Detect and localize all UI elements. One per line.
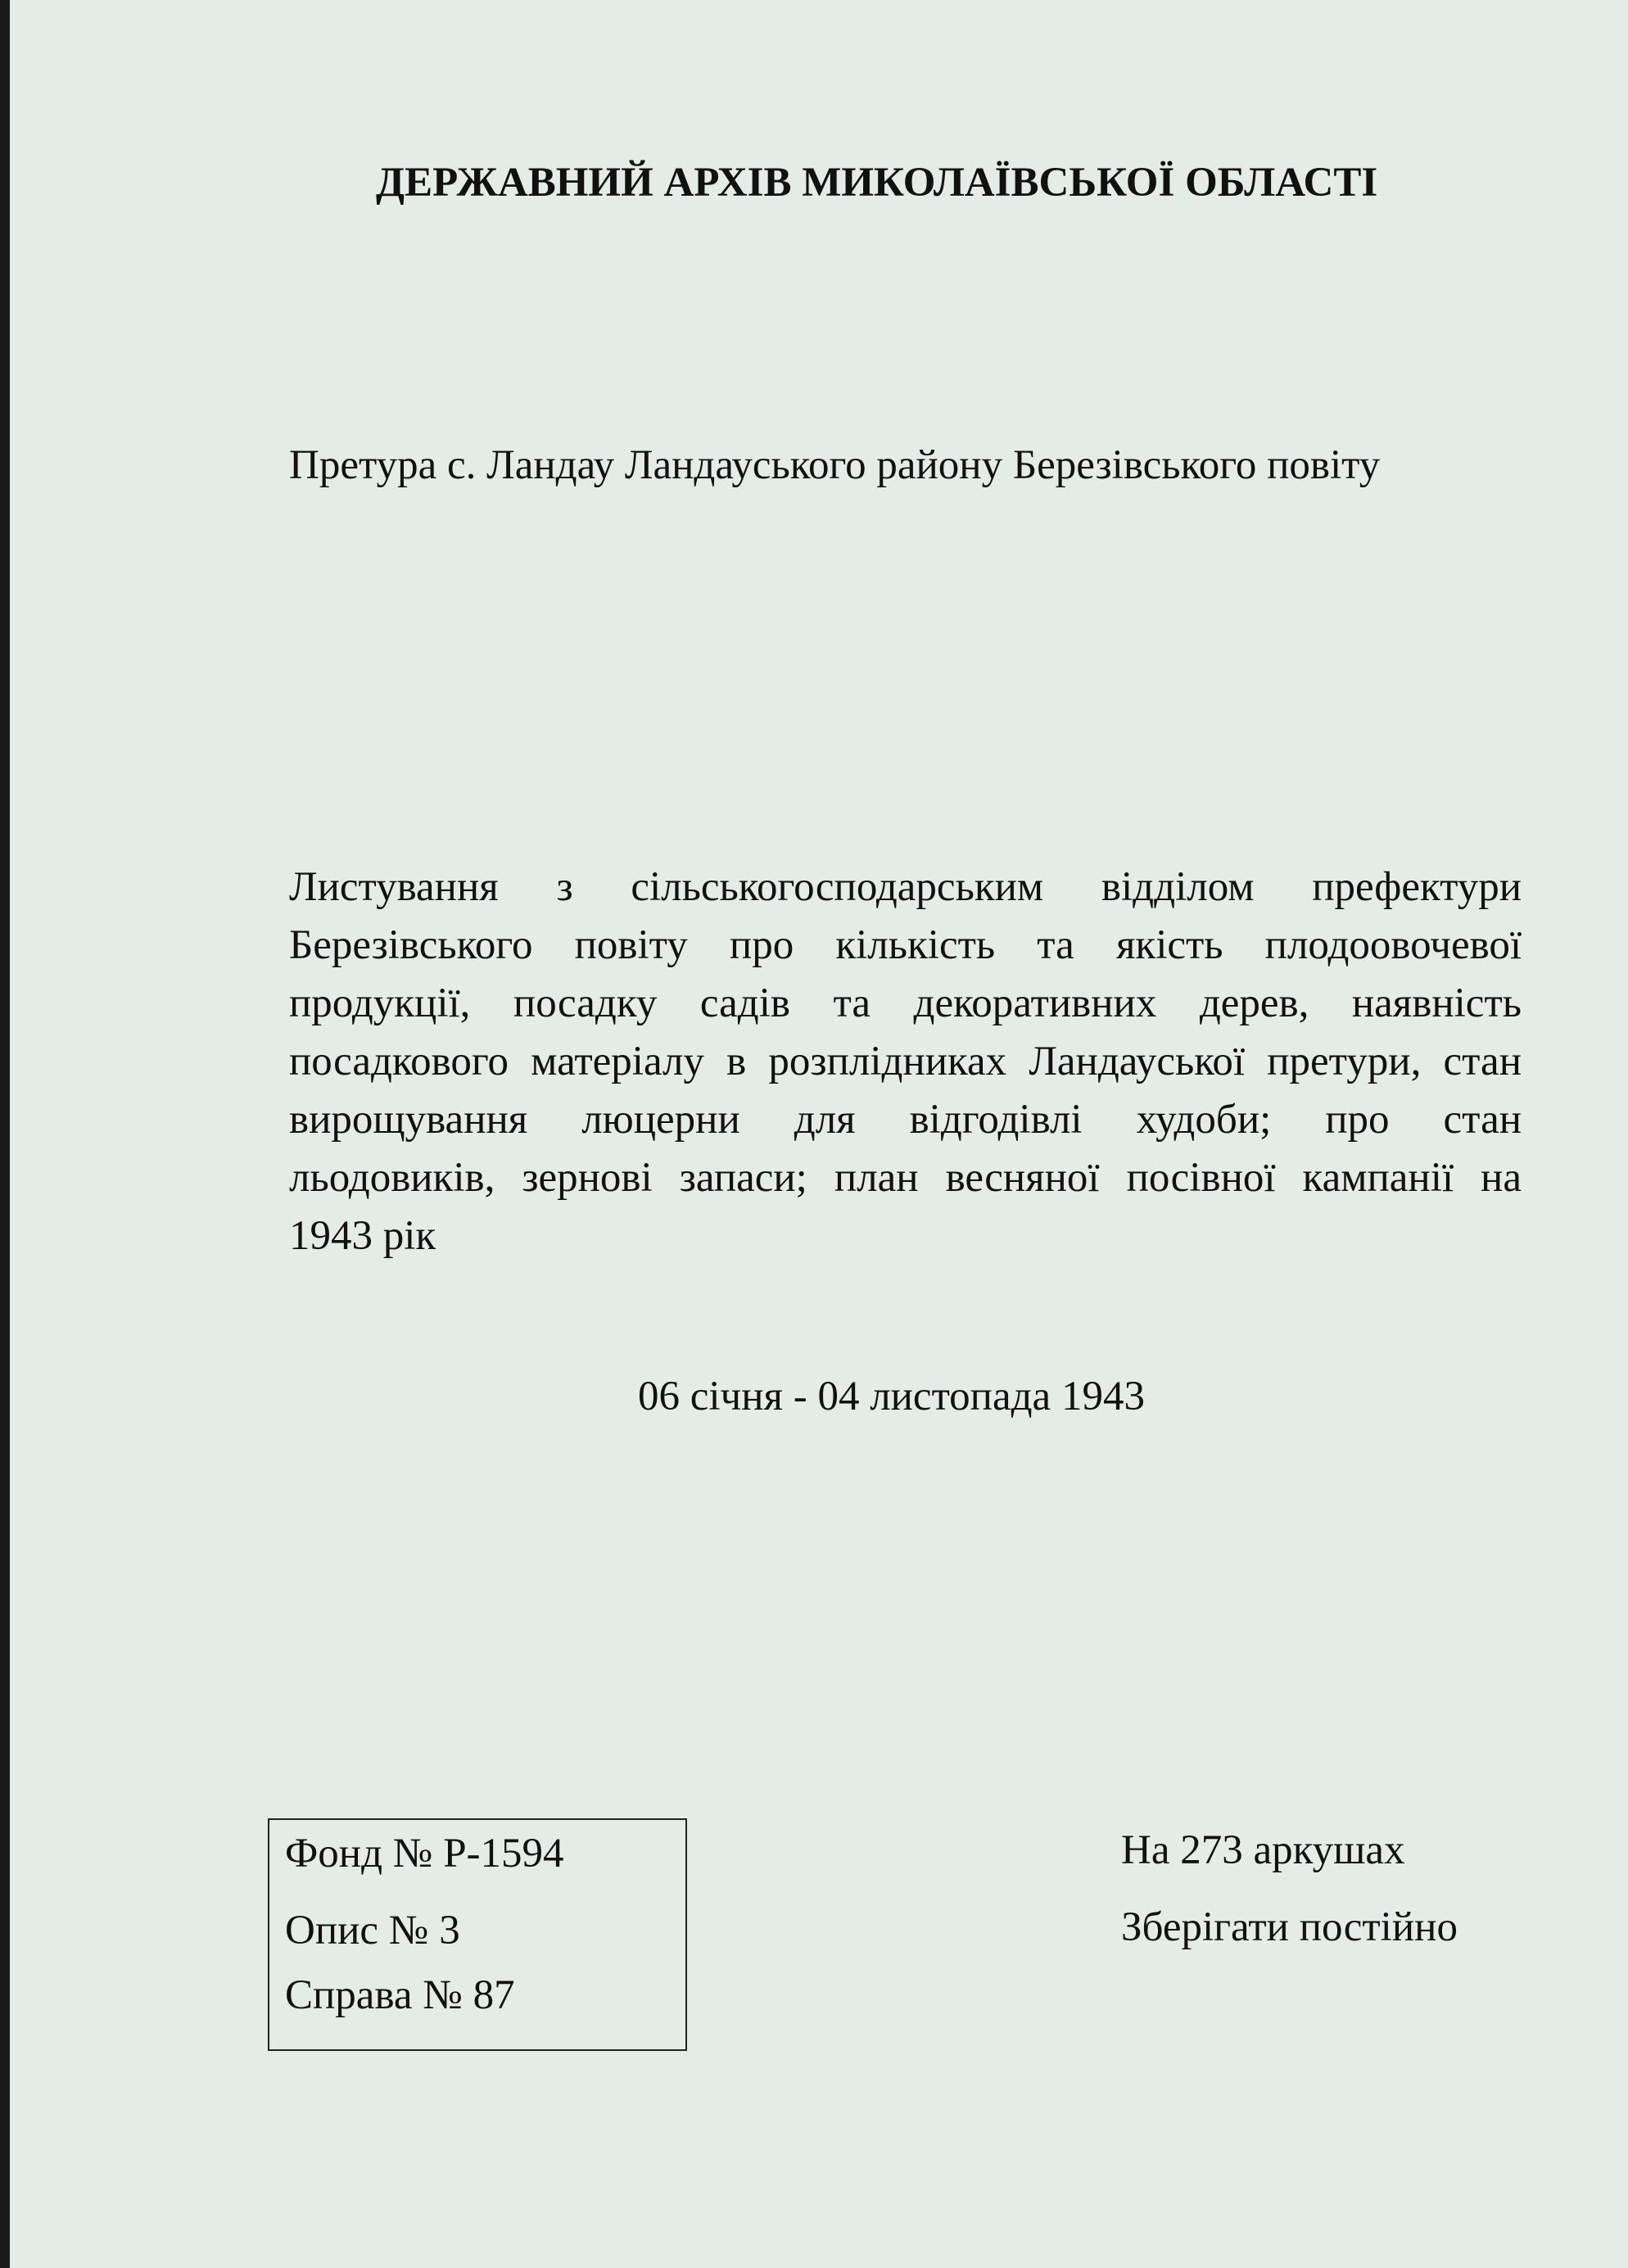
description-line: вирощування люцерни для відгодівлі худоби; про стан [289, 1097, 1522, 1143]
description-line: продукції, посадку садів та декоративних дерев, наявність [289, 980, 1522, 1026]
sheet-count: На 273 аркушах [1121, 1827, 1405, 1873]
file-description [289, 858, 1522, 1265]
sprava-number: Справа № 87 [285, 1972, 515, 2018]
scan-edge [0, 0, 10, 2268]
description-line: Березівського повіту про кількість та якість плодоовочевої [289, 922, 1522, 968]
archive-title: ДЕРЖАВНИЙ АРХІВ МИКОЛАЇВСЬКОЇ ОБЛАСТІ [376, 160, 1378, 206]
description-line: льодовиків, зернові запаси; план весняної посівної кампанії на [289, 1155, 1522, 1201]
description-line: Листування з сільськогосподарським відділом префектури [289, 864, 1522, 910]
description-line: 1943 рік [289, 1213, 436, 1259]
retention-note: Зберігати постійно [1121, 1904, 1458, 1950]
fond-number: Фонд № Р-1594 [285, 1831, 564, 1876]
date-range: 06 січня - 04 листопада 1943 [638, 1374, 1145, 1419]
description-line: посадкового матеріалу в розплідниках Ландауської претури, стан [289, 1039, 1522, 1084]
institution-name: Претура с. Ландау Ландауського району Березівського повіту [289, 442, 1381, 488]
opys-number: Опис № 3 [285, 1908, 460, 1953]
